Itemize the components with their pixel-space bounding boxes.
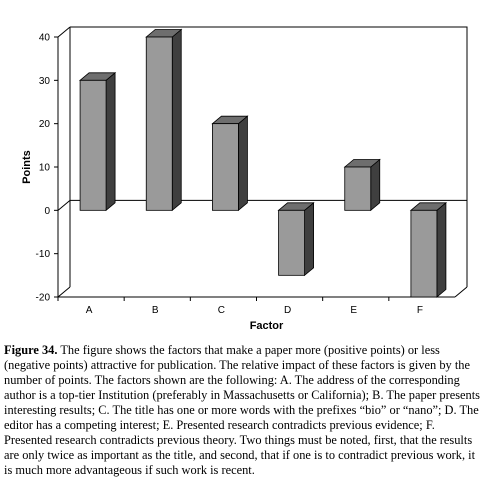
x-tick-label: D xyxy=(283,305,292,316)
bar-side xyxy=(106,73,115,211)
x-axis-title: Factor xyxy=(249,320,284,332)
bar-E xyxy=(345,160,380,211)
x-tick-label: C xyxy=(217,305,226,316)
x-tick-label: E xyxy=(350,305,358,316)
bar-D xyxy=(279,203,314,276)
bar-side xyxy=(238,116,247,210)
figure-label: Figure 34. xyxy=(4,343,58,357)
y-tick-label: 40 xyxy=(38,32,50,44)
y-tick-label: 10 xyxy=(38,162,50,174)
x-tick-label: F xyxy=(416,305,423,316)
bar-F xyxy=(411,203,446,297)
figure-caption xyxy=(4,343,483,478)
bar-front xyxy=(411,210,437,297)
back-wall-edge xyxy=(70,27,467,287)
y-tick-label: 30 xyxy=(38,75,50,87)
floor-right-edge xyxy=(455,287,467,297)
bars xyxy=(80,30,446,298)
y-tick-labels xyxy=(36,33,58,304)
x-tick-label: B xyxy=(151,305,159,316)
y-axis-title: Points xyxy=(21,150,33,184)
bar-A xyxy=(80,73,115,211)
bar-front xyxy=(146,37,172,210)
y-tick-label: -20 xyxy=(35,292,50,304)
x-tick-label: A xyxy=(85,305,93,316)
floor-left-edge xyxy=(58,287,70,297)
plot-frame xyxy=(58,27,467,297)
x-tick-labels xyxy=(58,297,423,316)
top-depth-edge xyxy=(58,27,70,37)
y-tick-label: 20 xyxy=(38,119,50,131)
bar-C xyxy=(212,116,247,210)
bar-B xyxy=(146,30,181,211)
y-tick-label: -10 xyxy=(35,249,50,261)
bar-front xyxy=(212,124,238,211)
bar-front xyxy=(80,80,106,210)
bar-front xyxy=(345,167,371,210)
y-tick-label: 0 xyxy=(44,205,50,217)
bar-side xyxy=(172,30,181,211)
caption-text: The figure shows the factors that make a paper more (positive points) or less (negative points) attractive for publication. The relative impact of these factors is given by the number of points. The factors shown are the following: A. The address of the corresponding author is a top-tier Institution (preferably in Massachusetts or California); B. The paper presents interesting results; C. The title has one or more words with the prefixes “bio” or “nano”; D. The editor has a competing interest; E. Presented research contradicts previous evidence; F. Presented research contradicts previous theory. Two things must be noted, first, that the results are only twice as important as the title, and second, that if one is to contradict previous work, it is much more advantageous if such work is recent. xyxy=(4,343,480,477)
zero-depth-edge xyxy=(58,200,70,210)
bar-front xyxy=(279,210,305,275)
bar-side xyxy=(305,203,314,276)
bar-side xyxy=(437,203,446,297)
bar-side xyxy=(371,160,380,211)
